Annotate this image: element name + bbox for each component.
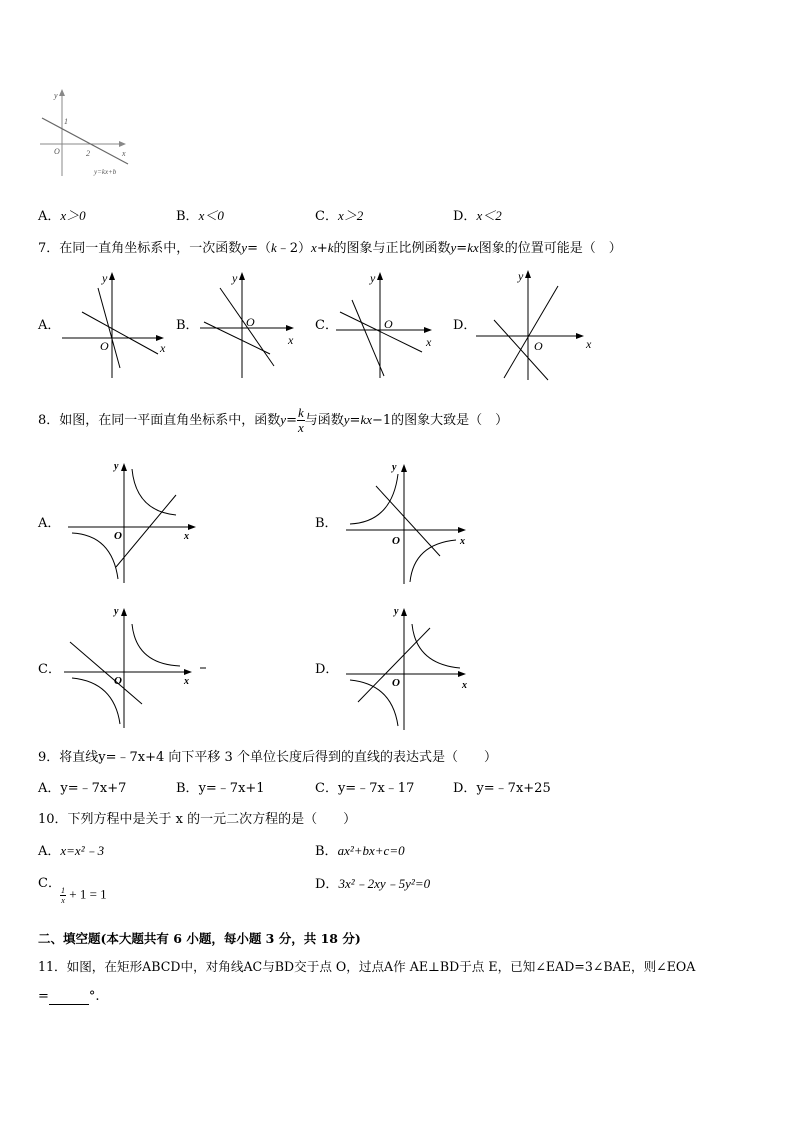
option-expr: x＜2 [476, 208, 502, 223]
q8-option-a[interactable]: A． [38, 516, 61, 531]
section-title: 二、填空题(本大题共有 6 小题，每小题 3 分，共 18 分) [38, 931, 361, 946]
q6-option-c[interactable] [315, 208, 363, 225]
q8-graph-d [344, 602, 474, 732]
q6-y-label: y [54, 91, 58, 100]
option-letter: B． [315, 844, 338, 859]
frac-den: x [61, 896, 65, 905]
option-letter: B． [176, 209, 199, 224]
q8-option-c[interactable]: C． [38, 662, 61, 677]
option-expr: x＞2 [337, 208, 364, 223]
q8-option-b[interactable]: B． [315, 516, 338, 531]
q7-stem: 7．在同一直角坐标系中，一次函数y=（k﹣2）x+k的图象与正比例函数y=kx图象的位置可能是（ ） [38, 240, 622, 256]
axis-origin: O [246, 315, 255, 329]
option-expr: x=x²﹣3 [60, 843, 105, 858]
option-letter: D． [315, 877, 339, 892]
option-expr: y=﹣7x+7 [60, 781, 127, 796]
option-letter: A． [38, 209, 61, 224]
option-expr: y=﹣7x+25 [476, 781, 551, 796]
q6-option-a[interactable] [38, 208, 86, 225]
axis-y: y [232, 271, 238, 285]
q8-fraction: $\frac{k}{x}$ [297, 405, 304, 435]
axis-y: y [518, 269, 524, 283]
q7-option-a[interactable]: A． [38, 318, 61, 333]
option-letter: D． [453, 209, 477, 224]
axis-origin: O [114, 530, 122, 542]
equals: = [38, 989, 49, 1004]
q6-caption: y=kx+b [94, 168, 117, 176]
q10-stem: 10．下列方程中是关于 x 的一元二次方程的是（ ） [38, 812, 357, 827]
q8-stem: 8．如图，在同一平面直角坐标系中，函数y= $\frac{k}{x}$ 与函数y=kx−1的图象大致是（ ） [38, 405, 509, 435]
q7-option-d[interactable]: D． [453, 318, 477, 333]
axis-x: x [462, 680, 467, 691]
q6-origin: O [54, 147, 60, 156]
axis-x: x [160, 341, 166, 355]
q8-graph-a [66, 455, 206, 585]
axis-x: x [184, 531, 189, 542]
axis-origin: O [534, 339, 543, 353]
answer-blank[interactable] [49, 991, 89, 1005]
q11-line2 [38, 989, 100, 1005]
axis-origin: O [114, 675, 122, 687]
axis-y: y [114, 606, 119, 617]
option-expr: y=﹣7x﹣17 [337, 781, 415, 796]
axis-origin: O [384, 317, 393, 331]
q7-graph-d [474, 264, 594, 384]
option-letter: A． [38, 781, 61, 796]
q9-option-a[interactable] [38, 781, 126, 797]
q9-stem: 9．将直线y=﹣7x+4 向下平移 3 个单位长度后得到的直线的表达式是（ ） [38, 750, 497, 765]
q11-line1: 11．如图，在矩形ABCD中，对角线AC与BD交于点 O，过点A作 AE⊥BD于点 E，已知∠EAD=3∠BAE，则∠EOA [38, 959, 696, 974]
axis-origin: O [392, 677, 400, 689]
q7-graph-a [60, 268, 170, 383]
q10-option-a[interactable] [38, 843, 104, 860]
axis-y: y [394, 606, 399, 617]
option-letter: D． [453, 781, 477, 796]
q7-graph-c [334, 268, 444, 383]
q6-option-d[interactable] [453, 208, 502, 225]
axis-y: y [114, 461, 119, 472]
option-letter: B． [176, 781, 199, 796]
axis-x: x [460, 536, 465, 547]
axis-x: x [288, 333, 294, 347]
q9-option-b[interactable] [176, 781, 265, 797]
option-expr: x＞0 [60, 208, 86, 223]
axis-x: x [184, 676, 189, 687]
q7-option-c[interactable]: C． [315, 318, 338, 333]
q8-graph-c [62, 602, 212, 732]
q10-option-c-expr [60, 886, 107, 905]
option-letter: C． [315, 781, 338, 796]
q8-graph-b [344, 458, 474, 588]
axis-y: y [102, 271, 108, 285]
axis-origin: O [100, 339, 109, 353]
option-expr: x＜0 [198, 208, 224, 223]
option-letter: C． [315, 209, 338, 224]
q6-x-label: x [122, 149, 126, 158]
option-letter: A． [38, 844, 61, 859]
q8-option-d[interactable]: D． [315, 662, 339, 677]
frac-num: 1 [61, 886, 65, 895]
degree-suffix: °. [88, 989, 100, 1004]
q9-option-d[interactable] [453, 781, 551, 797]
option-expr: ax²+bx+c=0 [337, 843, 405, 858]
option-expr: 3x²﹣2xy﹣5y²=0 [338, 876, 431, 891]
q7-option-b[interactable]: B． [176, 318, 199, 333]
axis-origin: O [392, 535, 400, 547]
q6-option-b[interactable] [176, 208, 224, 225]
q7-graph-b [198, 268, 308, 383]
axis-x: x [586, 337, 592, 351]
q10-option-d[interactable] [315, 876, 430, 893]
q6-y-tick: 1 [64, 117, 68, 126]
q6-graph [38, 88, 148, 183]
q9-option-c[interactable] [315, 781, 414, 797]
axis-y: y [392, 462, 397, 473]
q10-option-b[interactable] [315, 843, 405, 860]
q6-x-tick: 2 [86, 149, 90, 158]
option-expr: y=﹣7x+1 [198, 781, 265, 796]
expr-rest: + 1 = 1 [69, 886, 107, 902]
axis-x: x [426, 335, 432, 349]
q10-option-c-letter[interactable]: C． [38, 876, 61, 891]
axis-y: y [370, 271, 376, 285]
